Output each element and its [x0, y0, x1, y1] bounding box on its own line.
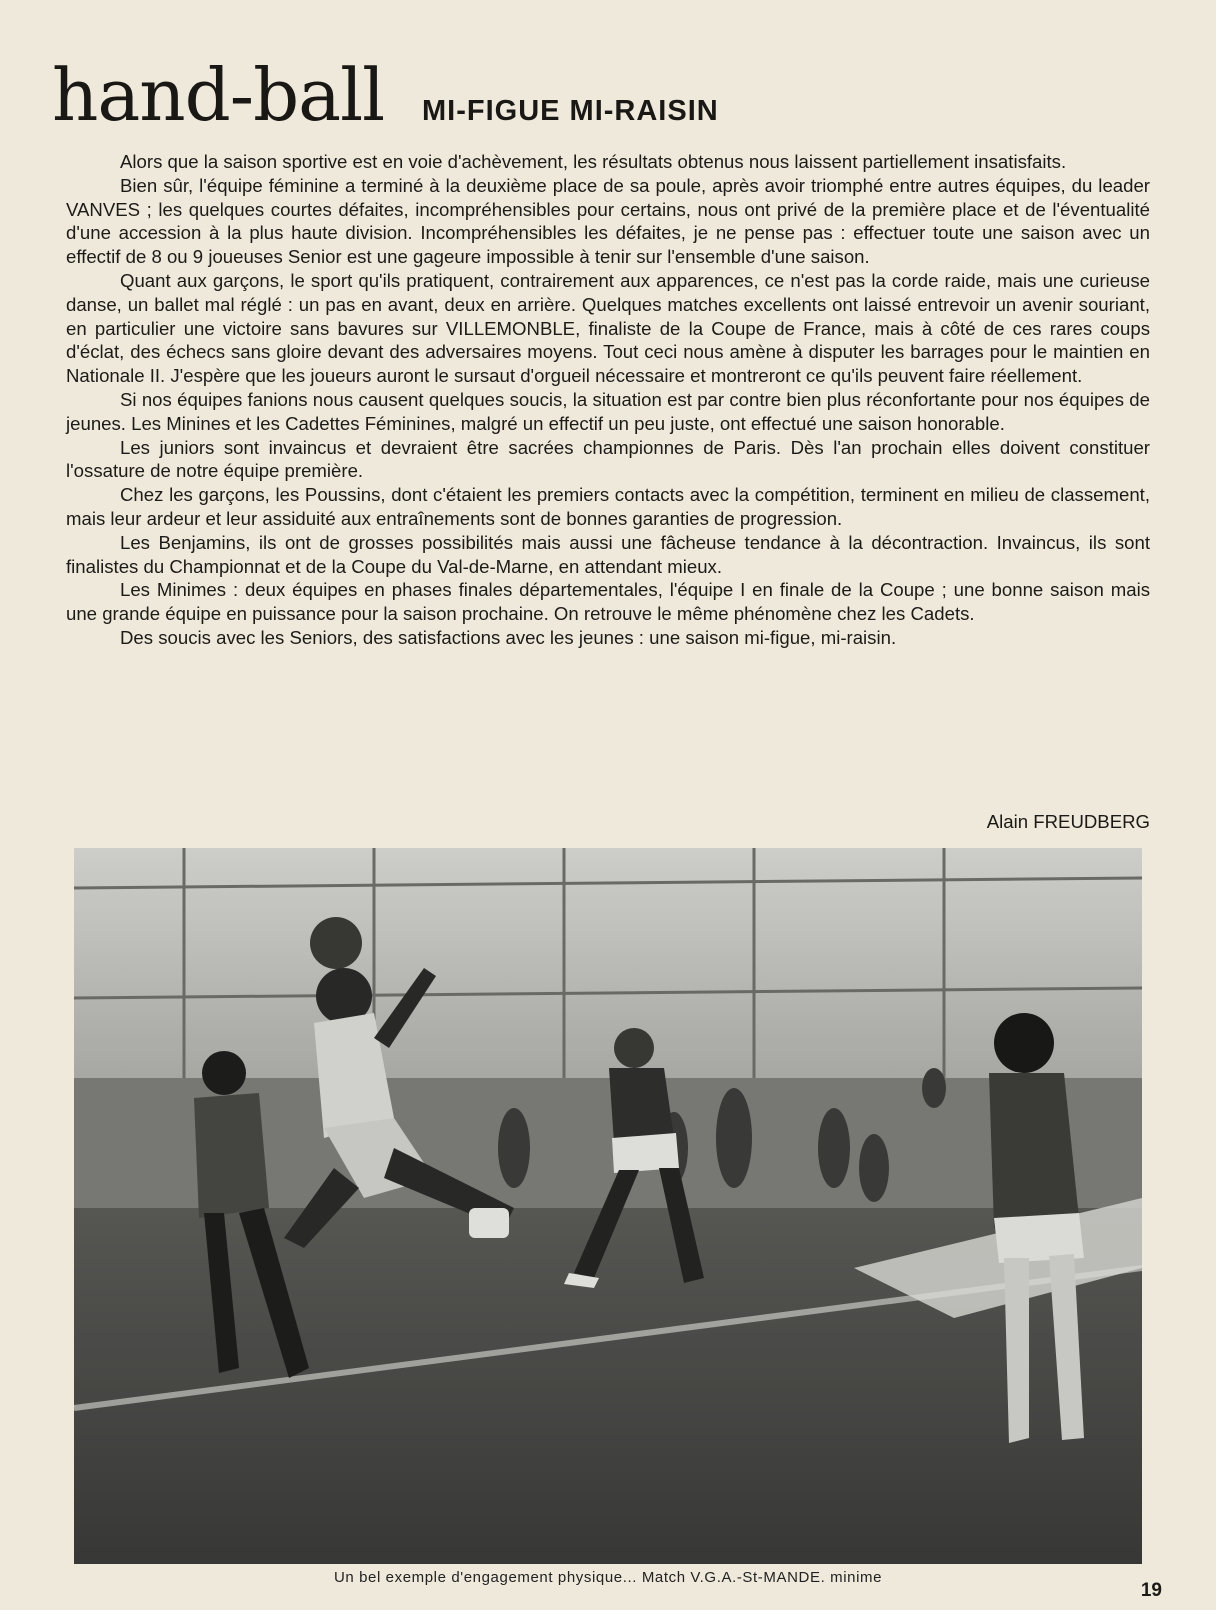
article-subtitle: MI-FIGUE MI-RAISIN — [422, 95, 719, 127]
article-paragraph: Alors que la saison sportive est en voie d'achèvement, les résultats obtenus nous laissent partiellement insatisfaits. — [120, 151, 1067, 172]
author-signature: Alain FREUDBERG — [986, 811, 1150, 832]
section-title: hand-ball — [52, 53, 385, 137]
article-paragraph: Les Benjamins, ils ont de grosses possibilités mais aussi une fâcheuse tendance à la décontraction. Invaincus, ils sont finalistes du Championnat et de la Coupe du Val-de-Marne, en attendant mieux. — [66, 531, 1150, 577]
page-number: 19 — [1140, 1580, 1162, 1601]
photo-caption: Un bel exemple d'engagement physique... Match V.G.A.-St-MANDE. minime — [333, 1569, 883, 1586]
article-body — [66, 150, 1150, 650]
article-paragraph: Quant aux garçons, le sport qu'ils pratiquent, contrairement aux apparences, ce n'est pas la corde raide, mais une curieuse danse, un ballet mal réglé : un pas en avant, deux en arrière. Quelques matches excellents ont laissé entrevoir un avenir souriant, en particulier une victoire sans bavures sur VILLEMONBLE, finaliste de la Coupe de France, mais à côté de ces rares coups d'éclat, des échecs sans gloire devant des adversaires moyens. Tout ceci nous amène à disputer les barrages pour le maintien en Nationale II. J'espère que les joueurs auront le sursaut d'orgueil nécessaire et montreront ce qu'ils peuvent faire réellement. — [66, 269, 1150, 387]
article-paragraph: Des soucis avec les Seniors, des satisfactions avec les jeunes : une saison mi-figue, mi-raisin. — [120, 626, 897, 648]
article-paragraph: Chez les garçons, les Poussins, dont c'étaient les premiers contacts avec la compétition, terminent en milieu de classement, mais leur ardeur et leur assiduité aux entraînements sont de bonnes garanties de progression. — [66, 484, 1150, 529]
article-paragraph: Les Minimes : deux équipes en phases finales départementales, l'équipe I en finale de la Coupe ; une bonne saison mais une grande équipe en puissance pour la saison prochaine. On retrouve le même phénomène chez les Cadets. — [66, 579, 1150, 625]
article-paragraph: Si nos équipes fanions nous causent quelques soucis, la situation est par contre bien plus réconfortante pour nos équipes de jeunes. Les Minines et les Cadettes Féminines, malgré un effectif un peu juste, ont effectué une saison honorable. — [66, 388, 1150, 434]
match-photo — [74, 848, 1142, 1564]
handball-match-illustration — [74, 848, 1142, 1564]
headline — [52, 50, 1152, 140]
article-paragraph: Les juniors sont invaincus et devraient être sacrées championnes de Paris. Dès l'an prochain elles doivent constituer l'ossature de notre équipe première. — [66, 436, 1150, 482]
article-paragraph: Bien sûr, l'équipe féminine a terminé à la deuxième place de sa poule, après avoir triomphé entre autres équipes, du leader VANVES ; les quelques courtes défaites, incompréhensibles pour certains, nous ont privé de la première place et de l'éventualité d'une accession à la plus haute division. Incompréhensibles les défaites, je ne pense pas : effectuer toute une saison avec un effectif de 8 ou 9 joueuses Senior est une gageure impossible à tenir sur l'ensemble d'une saison. — [66, 174, 1150, 268]
